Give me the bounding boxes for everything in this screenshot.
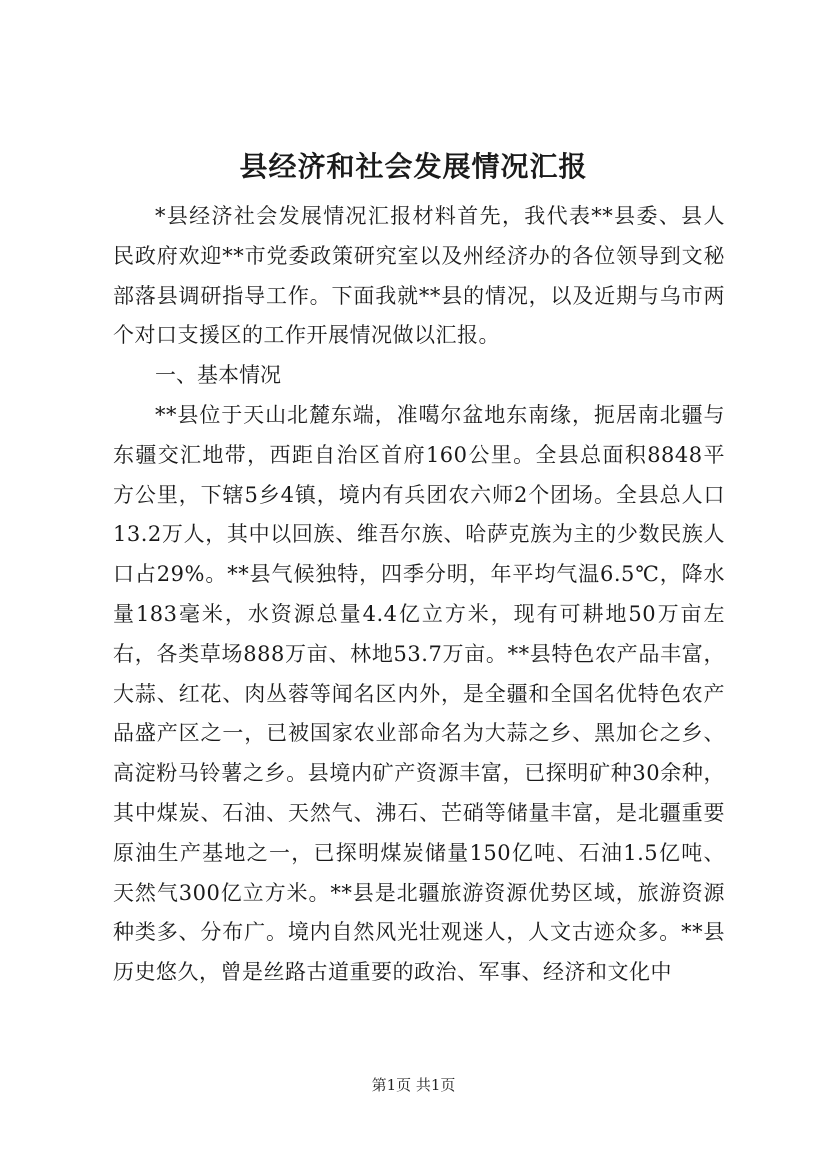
page-footer: 第1页 共1页 <box>371 1076 456 1094</box>
section-heading: 一、基本情况 <box>155 363 281 388</box>
document-body <box>113 197 725 993</box>
document-title: 县经济和社会发展情况汇报 <box>239 150 588 183</box>
intro-paragraph: *县经济社会发展情况汇报材料首先，我代表**县委、县人民政府欢迎**市党委政策研究室以及州经济办的各位领导到文秘部落县调研指导工作。下面我就**县的情况，以及近期与乌市两个对口支援区的工作开展情况做以汇报。 <box>113 204 725 348</box>
basic-info-paragraph: **县位于天山北麓东端，准噶尔盆地东南缘，扼居南北疆与东疆交汇地带，西距自治区首府160公里。全县总面积8848平方公里，下辖5乡4镇，境内有兵团农六师2个团场。全县总人口13.2万人，其中以回族、维吾尔族、哈萨克族为主的少数民族人口占29%。**县气候独特，四季分明，年平均气温6.5℃，降水量183毫米，水资源总量4.4亿立方米，现有可耕地50万亩左右，各类草场888万亩、林地53.7万亩。**县特色农产品丰富，大蒜、红花、肉丛蓉等闻名区内外，是全疆和全国名优特色农产品盛产区之一，已被国家农业部命名为大蒜之乡、黑加仑之乡、高淀粉马铃薯之乡。县境内矿产资源丰富，已探明矿种30余种，其中煤炭、石油、天然气、沸石、芒硝等储量丰富，是北疆重要原油生产基地之一，已探明煤炭储量150亿吨、石油1.5亿吨、天然气300亿立方米。**县是北疆旅游资源优势区域，旅游资源种类多、分布广。境内自然风光壮观迷人，人文古迹众多。**县历史悠久，曾是丝路古道重要的政治、军事、经济和文化中 <box>113 402 725 985</box>
